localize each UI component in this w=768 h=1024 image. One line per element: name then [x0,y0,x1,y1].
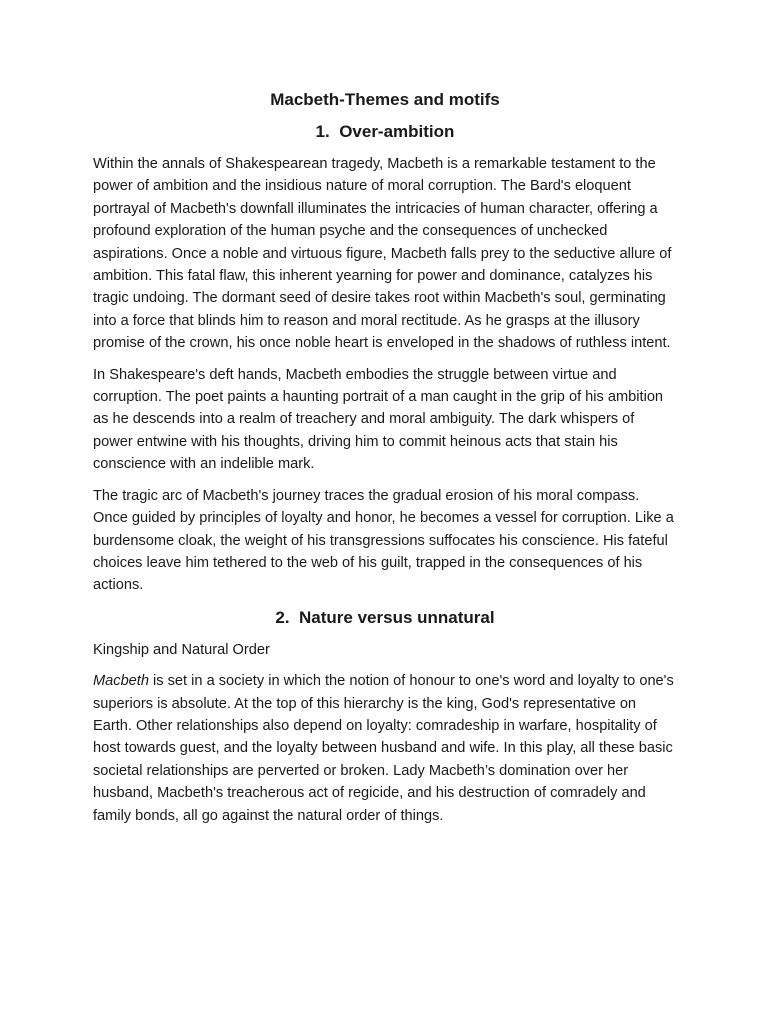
section-1-paragraph-2: In Shakespeare's deft hands, Macbeth embodies the struggle between virtue and corruption. The poet paints a haunting portrait of a man caught in the grip of his ambition as he descends into a realm of treachery and moral ambiguity. The dark whispers of power entwine with his thoughts, driving him to commit heinous acts that stain his conscience with an indelible mark. [93,366,664,473]
document-body [93,88,677,836]
section-2-heading [93,606,677,630]
section-2-title: Nature versus unnatural [299,607,495,627]
section-1-paragraph-1: Within the annals of Shakespearean tragedy, Macbeth is a remarkable testament to the power of ambition and the insidious nature of moral corruption. The Bard's eloquent portrayal of Macbeth's downfall illuminates the intricacies of human character, offering a profound exploration of the human psyche and the consequences of unchecked aspirations. Once a noble and virtuous figure, Macbeth falls prey to the seductive allure of ambition. This fatal flaw, this inherent yearning for power and dominance, catalyzes his tragic undoing. The dormant seed of desire takes root within Macbeth's soul, germinating into a force that blinds him to reason and moral rectitude. As he grasps at the illusory promise of the crown, his once noble heart is enveloped in the shadows of ruthless intent. [93,156,672,352]
section-1-title: Over-ambition [339,122,455,141]
section-1-number: 1. [315,122,330,141]
section-1-heading [93,120,677,144]
section-2-number: 2. [275,607,290,627]
page-title: Macbeth-Themes and motifs [270,90,500,109]
play-title-italic: Macbeth [93,673,149,690]
section-2-subheading: Kingship and Natural Order [93,641,270,658]
section-1-paragraph-3: The tragic arc of Macbeth's journey traces the gradual erosion of his moral compass. Once guided by principles of loyalty and honor, he becomes a vessel for corruption. Like a burdensome cloak, the weight of his transgressions suffocates his conscience. His fateful choices leave him tethered to the web of his guilt, trapped in the consequences of his actions. [93,487,674,594]
section-2-paragraph-1 [93,670,677,827]
section-2-paragraph-text: is set in a society in which the notion of honour to one's word and loyalty to one's superiors is absolute. At the top of this hierarchy is the king, God's representative on Earth. Other relationships also depend on loyalty: comradeship in warfare, hospitality of host towards guest, and the loyalty between husband and wife. In this play, all these basic societal relationships are perverted or broken. Lady Macbeth’s domination over her husband, Macbeth's treacherous act of regicide, and his destruction of comradely and family bonds, all go against the natural order of things. [93,673,674,824]
